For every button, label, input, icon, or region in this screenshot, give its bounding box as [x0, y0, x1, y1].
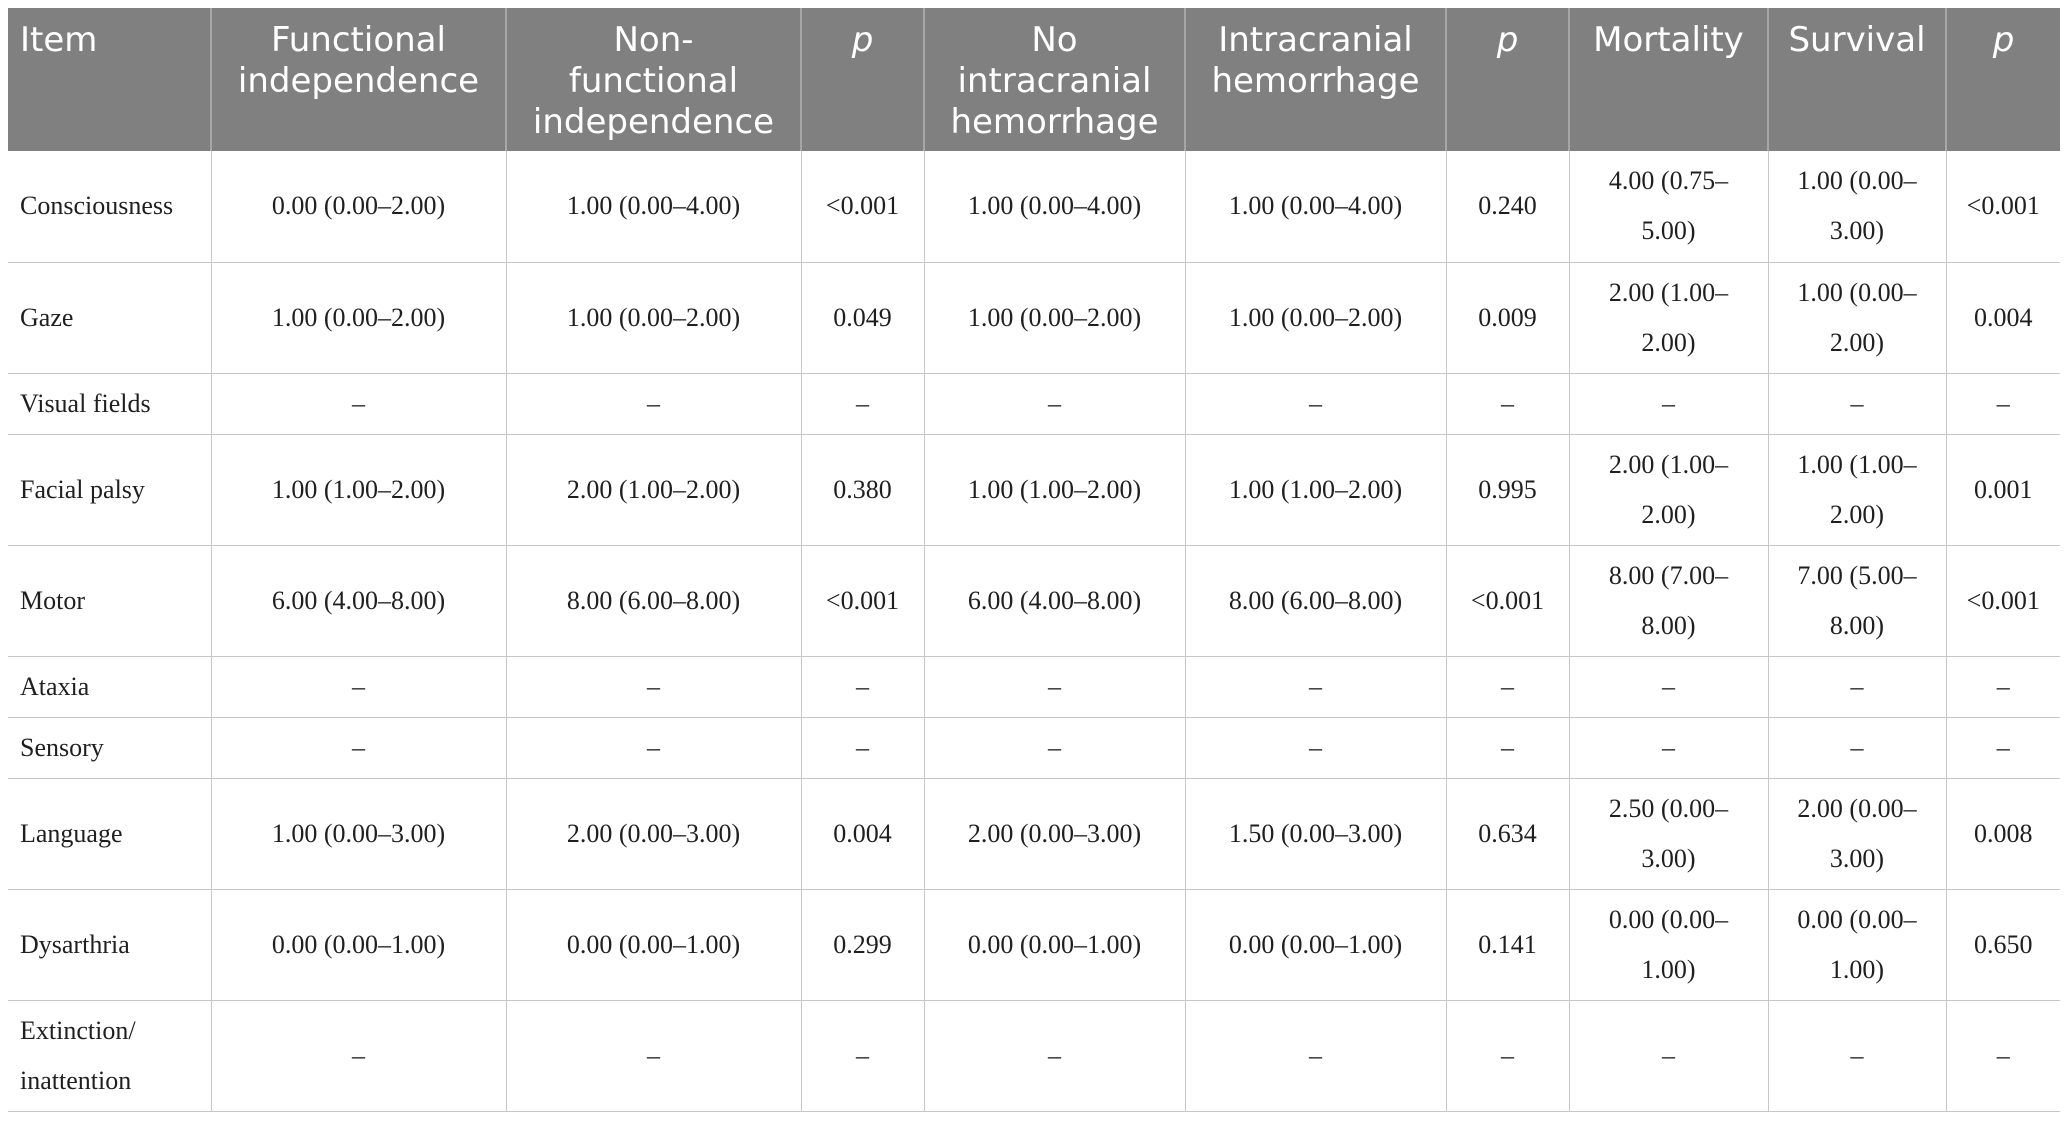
cell-text: –: [352, 1040, 365, 1070]
header-functional-independence: [211, 8, 506, 151]
value-cell: [1768, 434, 1946, 545]
value-cell: [1185, 656, 1446, 717]
row-label-cell: [8, 434, 211, 545]
cell-text: 1.00): [1829, 954, 1885, 984]
cell-text: 3.00): [1829, 843, 1885, 873]
row-label-cell: [8, 778, 211, 889]
cell-text: <0.001: [1966, 585, 2040, 615]
cell-text: –: [1996, 1040, 2010, 1070]
cell-text: 1.00 (0.00–2.00): [566, 302, 741, 332]
cell-text: Gaze: [20, 302, 74, 332]
cell-text: 6.00 (4.00–8.00): [967, 585, 1142, 615]
cell-text: 2.50 (0.00–: [1608, 793, 1729, 823]
row-label-cell: [8, 656, 211, 717]
value-cell: [1446, 656, 1569, 717]
table-body: [8, 151, 2060, 1111]
header-intracranial-hemorrhage: [1185, 8, 1446, 151]
cell-text: –: [856, 732, 869, 762]
value-cell: [801, 434, 924, 545]
value-cell: [1946, 778, 2060, 889]
row-label-cell: [8, 889, 211, 1000]
value-cell: [924, 889, 1185, 1000]
cell-text: –: [856, 1040, 869, 1070]
cell-text: –: [1048, 1040, 1061, 1070]
cell-text: 0.00 (0.00–: [1797, 904, 1917, 934]
value-cell: [1946, 373, 2060, 434]
cell-text: 2.00): [1829, 327, 1885, 357]
cell-text: 1.00 (1.00–2.00): [967, 474, 1142, 504]
cell-text: <0.001: [825, 585, 900, 615]
cell-text: Motor: [20, 585, 85, 615]
cell-text: 2.00): [1641, 499, 1696, 529]
cell-text: 2.00 (0.00–3.00): [967, 818, 1142, 848]
value-cell: [1185, 717, 1446, 778]
cell-text: 0.995: [1478, 474, 1537, 504]
table-row: [8, 434, 2060, 545]
value-cell: [506, 151, 801, 262]
value-cell: [1569, 151, 1768, 262]
value-cell: [1768, 151, 1946, 262]
header-line: independence: [237, 61, 480, 101]
cell-text: 0.049: [833, 302, 892, 332]
cell-text: 2.00 (1.00–: [1608, 449, 1729, 479]
cell-text: –: [1501, 671, 1514, 701]
cell-text: –: [1048, 388, 1061, 418]
value-cell: [1768, 373, 1946, 434]
table-header: [8, 8, 2060, 151]
value-cell: [801, 778, 924, 889]
value-cell: [211, 151, 506, 262]
cell-text: <0.001: [825, 191, 900, 221]
value-cell: [506, 434, 801, 545]
cell-text: Ataxia: [20, 671, 90, 701]
value-cell: [1569, 717, 1768, 778]
value-cell: [924, 151, 1185, 262]
cell-text: –: [1850, 671, 1864, 701]
cell-text: –: [352, 671, 365, 701]
value-cell: [1946, 1000, 2060, 1111]
cell-text: Dysarthria: [20, 929, 130, 959]
value-cell: [506, 889, 801, 1000]
cell-text: –: [1309, 388, 1322, 418]
value-cell: [1446, 373, 1569, 434]
header-mortality: [1569, 8, 1768, 151]
value-cell: [801, 656, 924, 717]
value-cell: [1946, 717, 2060, 778]
value-cell: [1446, 434, 1569, 545]
row-label-cell: [8, 262, 211, 373]
cell-text: 0.00 (0.00–: [1608, 904, 1729, 934]
value-cell: [1446, 717, 1569, 778]
cell-text: 2.00): [1829, 499, 1885, 529]
value-cell: [1446, 545, 1569, 656]
value-cell: [1185, 778, 1446, 889]
value-cell: [1446, 778, 1569, 889]
header-line: Survival: [1788, 20, 1926, 60]
cell-text: –: [1501, 388, 1514, 418]
value-cell: [1768, 545, 1946, 656]
value-cell: [1185, 889, 1446, 1000]
cell-text: 8.00 (6.00–8.00): [566, 585, 741, 615]
value-cell: [1185, 434, 1446, 545]
header-p-mortality: [1946, 8, 2060, 151]
value-cell: [506, 373, 801, 434]
cell-text: 8.00 (7.00–: [1608, 560, 1729, 590]
value-cell: [1768, 656, 1946, 717]
cell-text: –: [647, 671, 660, 701]
cell-text: 1.00 (1.00–: [1797, 449, 1917, 479]
data-table-container: [8, 8, 2060, 1112]
header-non-functional-independence: [506, 8, 801, 151]
value-cell: [924, 778, 1185, 889]
value-cell: [1768, 889, 1946, 1000]
value-cell: [211, 373, 506, 434]
value-cell: [1446, 151, 1569, 262]
cell-text: Facial palsy: [20, 474, 145, 504]
cell-text: 0.141: [1478, 929, 1537, 959]
table-row: [8, 656, 2060, 717]
cell-text: 1.50 (0.00–3.00): [1228, 818, 1403, 848]
value-cell: [1768, 717, 1946, 778]
header-line: Functional: [271, 20, 446, 60]
cell-text: 1.00): [1641, 954, 1696, 984]
cell-text: 0.001: [1974, 474, 2033, 504]
value-cell: [211, 434, 506, 545]
value-cell: [1569, 656, 1768, 717]
value-cell: [924, 717, 1185, 778]
cell-text: –: [1309, 671, 1322, 701]
nihss-items-table: [8, 8, 2060, 1112]
cell-text: 6.00 (4.00–8.00): [271, 585, 446, 615]
header-line: Mortality: [1593, 20, 1744, 60]
header-line: hemorrhage: [1211, 61, 1420, 101]
value-cell: [211, 262, 506, 373]
cell-text: 2.00): [1641, 327, 1696, 357]
value-cell: [211, 545, 506, 656]
cell-text: 3.00): [1829, 216, 1885, 246]
value-cell: [1569, 545, 1768, 656]
cell-text: 8.00): [1829, 610, 1885, 640]
cell-text: –: [1662, 732, 1675, 762]
cell-text: 2.00 (1.00–2.00): [566, 474, 741, 504]
value-cell: [211, 778, 506, 889]
value-cell: [1569, 373, 1768, 434]
cell-text: –: [856, 671, 869, 701]
cell-text: 0.634: [1478, 818, 1537, 848]
header-survival: [1768, 8, 1946, 151]
value-cell: [506, 1000, 801, 1111]
table-row: [8, 1000, 2060, 1111]
value-cell: [211, 717, 506, 778]
cell-text: –: [647, 1040, 660, 1070]
value-cell: [1185, 262, 1446, 373]
cell-text: 1.00 (0.00–4.00): [566, 191, 741, 221]
value-cell: [924, 1000, 1185, 1111]
cell-text: –: [352, 732, 365, 762]
cell-text: 0.004: [1974, 302, 2033, 332]
cell-text: 0.00 (0.00–1.00): [566, 929, 741, 959]
header-line: Intracranial: [1218, 20, 1413, 60]
value-cell: [1569, 1000, 1768, 1111]
header-line: Non-: [613, 20, 694, 60]
cell-text: 3.00): [1641, 843, 1696, 873]
cell-text: 4.00 (0.75–: [1608, 166, 1729, 196]
value-cell: [211, 1000, 506, 1111]
header-line: functional: [568, 61, 739, 101]
cell-text: 1.00 (0.00–4.00): [967, 191, 1142, 221]
value-cell: [924, 545, 1185, 656]
cell-text: –: [1850, 1040, 1864, 1070]
table-row: [8, 373, 2060, 434]
cell-text: –: [1501, 1040, 1514, 1070]
value-cell: [1569, 262, 1768, 373]
value-cell: [1446, 262, 1569, 373]
cell-text: 0.380: [833, 474, 892, 504]
table-row: [8, 545, 2060, 656]
cell-text: 5.00): [1641, 216, 1696, 246]
cell-text: –: [1662, 671, 1675, 701]
cell-text: 0.008: [1974, 818, 2033, 848]
cell-text: –: [1996, 732, 2010, 762]
cell-text: –: [647, 388, 660, 418]
header-line: hemorrhage: [950, 102, 1159, 142]
cell-text: –: [1996, 671, 2010, 701]
value-cell: [1185, 1000, 1446, 1111]
cell-text: <0.001: [1470, 585, 1545, 615]
header-line: intracranial: [957, 61, 1152, 101]
value-cell: [1569, 889, 1768, 1000]
value-cell: [801, 373, 924, 434]
value-cell: [801, 889, 924, 1000]
value-cell: [1185, 545, 1446, 656]
value-cell: [801, 262, 924, 373]
table-row: [8, 262, 2060, 373]
cell-text: 1.00 (0.00–2.00): [1228, 302, 1403, 332]
table-row: [8, 717, 2060, 778]
value-cell: [1185, 151, 1446, 262]
value-cell: [1569, 434, 1768, 545]
value-cell: [211, 889, 506, 1000]
header-line: p: [1992, 20, 2015, 60]
cell-text: –: [647, 732, 660, 762]
value-cell: [506, 262, 801, 373]
value-cell: [506, 778, 801, 889]
table-row: [8, 151, 2060, 262]
cell-text: –: [1662, 1040, 1675, 1070]
header-line: p: [851, 20, 874, 60]
header-no-intracranial-hemorrhage: [924, 8, 1185, 151]
cell-text: 1.00 (0.00–: [1797, 166, 1917, 196]
value-cell: [801, 717, 924, 778]
cell-text: Consciousness: [20, 191, 174, 221]
header-line: Item: [20, 20, 98, 60]
cell-text: 2.00 (0.00–: [1797, 793, 1917, 823]
cell-text: –: [352, 388, 365, 418]
value-cell: [1946, 545, 2060, 656]
cell-text: 0.240: [1478, 191, 1537, 221]
cell-text: 2.00 (0.00–3.00): [566, 818, 741, 848]
cell-text: 1.00 (1.00–2.00): [1228, 474, 1403, 504]
value-cell: [1446, 889, 1569, 1000]
cell-text: 0.004: [833, 818, 892, 848]
value-cell: [1946, 151, 2060, 262]
cell-text: –: [1309, 1040, 1322, 1070]
cell-text: Language: [20, 818, 123, 848]
cell-text: –: [1662, 388, 1675, 418]
cell-text: 0.00 (0.00–2.00): [271, 191, 446, 221]
value-cell: [1768, 262, 1946, 373]
value-cell: [801, 151, 924, 262]
value-cell: [924, 434, 1185, 545]
value-cell: [1446, 1000, 1569, 1111]
cell-text: 1.00 (0.00–: [1797, 277, 1917, 307]
header-p-functional: [801, 8, 924, 151]
value-cell: [211, 656, 506, 717]
value-cell: [1768, 778, 1946, 889]
value-cell: [801, 1000, 924, 1111]
header-line: No: [1031, 20, 1078, 60]
cell-text: 1.00 (0.00–2.00): [271, 302, 446, 332]
cell-text: 0.009: [1478, 302, 1537, 332]
row-label-cell: [8, 545, 211, 656]
cell-text: 1.00 (1.00–2.00): [271, 474, 446, 504]
header-line: independence: [532, 102, 775, 142]
cell-text: 0.299: [833, 929, 892, 959]
value-cell: [506, 545, 801, 656]
value-cell: [1569, 778, 1768, 889]
cell-text: Visual fields: [20, 388, 151, 418]
cell-text: Sensory: [20, 732, 104, 762]
value-cell: [506, 656, 801, 717]
value-cell: [1946, 656, 2060, 717]
cell-text: 8.00 (6.00–8.00): [1228, 585, 1403, 615]
cell-text: <0.001: [1966, 191, 2040, 221]
value-cell: [1946, 889, 2060, 1000]
cell-text: Extinction/: [20, 1015, 136, 1045]
cell-text: 0.650: [1974, 929, 2033, 959]
cell-text: –: [1309, 732, 1322, 762]
table-row: [8, 778, 2060, 889]
header-line: p: [1496, 20, 1519, 60]
cell-text: –: [1996, 388, 2010, 418]
cell-text: –: [856, 388, 869, 418]
cell-text: 1.00 (0.00–2.00): [967, 302, 1142, 332]
value-cell: [924, 656, 1185, 717]
cell-text: 8.00): [1641, 610, 1696, 640]
value-cell: [1185, 373, 1446, 434]
header-row: [8, 8, 2060, 151]
row-label-cell: [8, 151, 211, 262]
header-item: [8, 8, 211, 151]
cell-text: –: [1850, 732, 1864, 762]
cell-text: –: [1048, 732, 1061, 762]
header-p-hemorrhage: [1446, 8, 1569, 151]
table-row: [8, 889, 2060, 1000]
value-cell: [924, 373, 1185, 434]
cell-text: –: [1501, 732, 1514, 762]
cell-text: 2.00 (1.00–: [1608, 277, 1729, 307]
value-cell: [1768, 1000, 1946, 1111]
value-cell: [1946, 434, 2060, 545]
row-label-cell: [8, 373, 211, 434]
cell-text: 0.00 (0.00–1.00): [271, 929, 446, 959]
row-label-cell: [8, 717, 211, 778]
row-label-cell: [8, 1000, 211, 1111]
cell-text: 1.00 (0.00–4.00): [1228, 191, 1403, 221]
cell-text: 7.00 (5.00–: [1797, 560, 1917, 590]
value-cell: [506, 717, 801, 778]
cell-text: inattention: [20, 1065, 132, 1095]
cell-text: 1.00 (0.00–3.00): [271, 818, 446, 848]
cell-text: –: [1048, 671, 1061, 701]
cell-text: 0.00 (0.00–1.00): [967, 929, 1142, 959]
value-cell: [924, 262, 1185, 373]
cell-text: –: [1850, 388, 1864, 418]
cell-text: 0.00 (0.00–1.00): [1228, 929, 1403, 959]
value-cell: [1946, 262, 2060, 373]
value-cell: [801, 545, 924, 656]
